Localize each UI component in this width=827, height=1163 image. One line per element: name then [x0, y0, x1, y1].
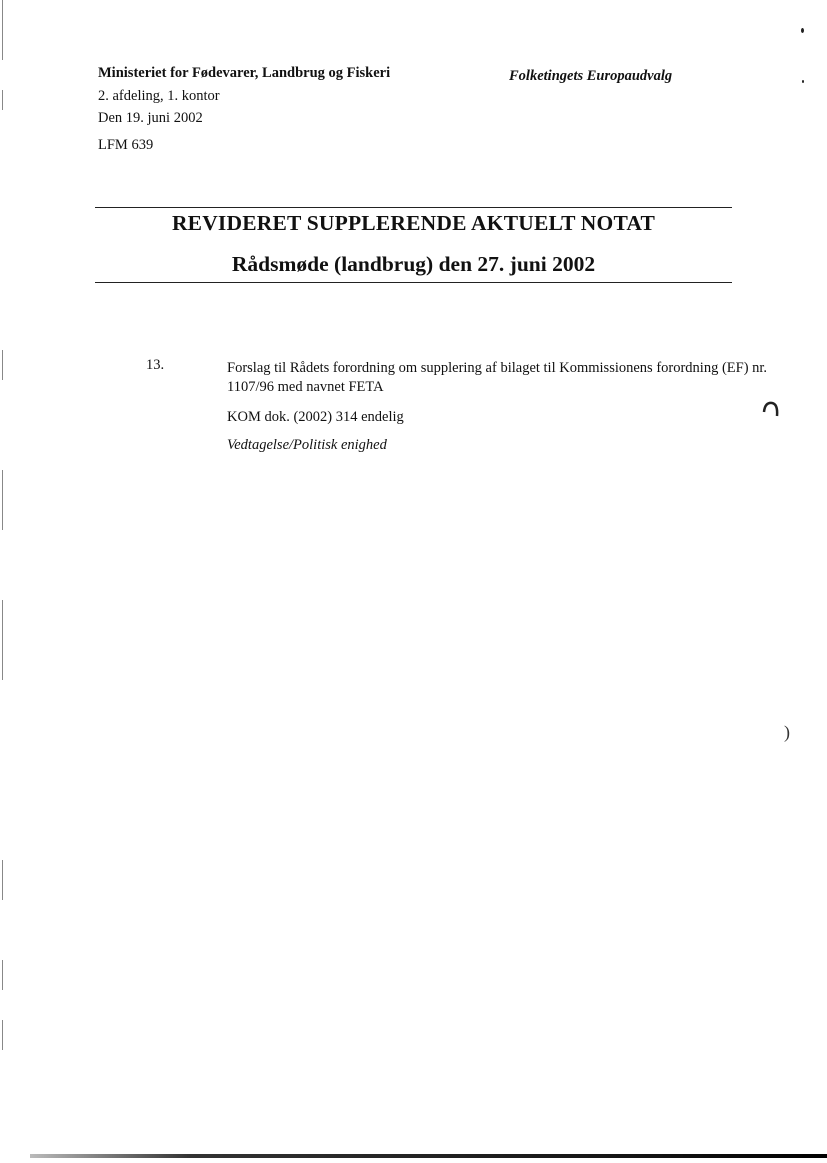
document-title: REVIDERET SUPPLERENDE AKTUELT NOTAT: [171, 211, 656, 235]
scan-mark: [762, 400, 780, 418]
margin-line: [2, 860, 3, 900]
department: 2. afdeling, 1. kontor: [98, 87, 220, 104]
ministry-name: Ministeriet for Fødevarer, Landbrug og Fiskeri: [98, 65, 391, 81]
margin-line: [2, 0, 3, 60]
top-rule: [95, 207, 732, 208]
document-date: Den 19. juni 2002: [98, 110, 203, 126]
recipient-committee: Folketingets Europaudvalg: [509, 68, 673, 84]
agenda-item: [227, 359, 799, 455]
decision-type: Vedtagelse/Politisk enighed: [227, 437, 387, 453]
item-number: 13.: [146, 357, 165, 373]
kom-reference: KOM dok. (2002) 314 endelig: [227, 409, 404, 425]
margin-line: [2, 470, 3, 530]
scan-speck: [802, 80, 804, 83]
document-subtitle: Rådsmøde (landbrug) den 27. juni 2002: [231, 252, 596, 276]
item-text: Forslag til Rådets forordning om supplering af bilaget til Kommissionens forordning (EF) nr. 1107/96 med navnet FETA: [227, 360, 768, 395]
margin-line: [2, 90, 3, 110]
scan-speck: [801, 28, 804, 33]
margin-line: [2, 960, 3, 990]
sender-block: [98, 66, 390, 152]
margin-line: [2, 350, 3, 380]
scan-mark: ): [784, 722, 790, 742]
scan-edge: [30, 1154, 827, 1158]
reference-number: LFM 639: [98, 136, 154, 153]
margin-line: [2, 1020, 3, 1050]
bottom-rule: [95, 282, 732, 283]
margin-line: [2, 600, 3, 680]
